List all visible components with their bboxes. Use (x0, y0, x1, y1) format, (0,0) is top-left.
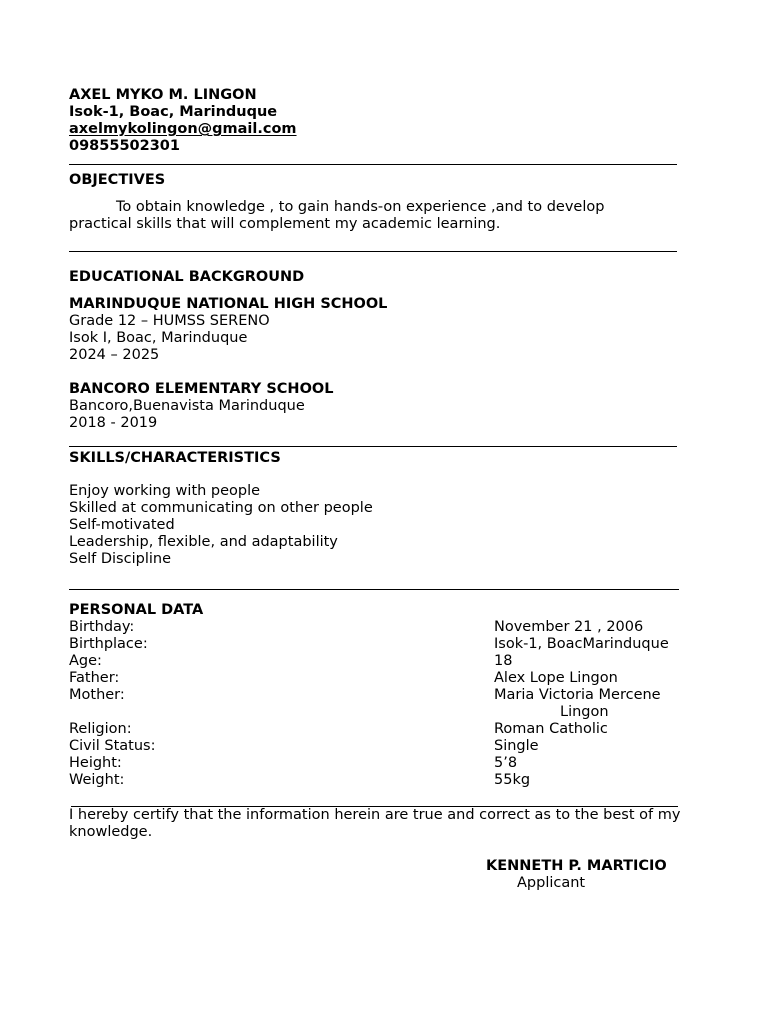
applicant-address: Isok-1, Boac, Marinduque (69, 104, 278, 120)
divider-skills (69, 589, 679, 590)
skill-item: Self Discipline (69, 551, 171, 567)
personal-value-birthday: November 21 , 2006 (494, 619, 644, 635)
personal-label-birthday: Birthday: (69, 619, 135, 635)
objectives-line-1: To obtain knowledge , to gain hands-on experience ,and to develop (116, 199, 605, 215)
personal-value-religion: Roman Catholic (494, 721, 608, 737)
personal-label-religion: Religion: (69, 721, 132, 737)
school-detail: Grade 12 – HUMSS SERENO (69, 313, 270, 329)
divider-objectives (69, 251, 677, 252)
school-name: BANCORO ELEMENTARY SCHOOL (69, 381, 334, 397)
personal-label-weight: Weight: (69, 772, 125, 788)
personal-value-birthplace: Isok-1, BoacMarinduque (494, 636, 669, 652)
skill-item: Self-motivated (69, 517, 175, 533)
personal-data-heading: PERSONAL DATA (69, 602, 204, 618)
personal-label-birthplace: Birthplace: (69, 636, 148, 652)
skill-item: Skilled at communicating on other people (69, 500, 373, 516)
education-heading: EDUCATIONAL BACKGROUND (69, 269, 305, 285)
certification-text: I hereby certify that the information herein are true and correct as to the best of my knowledge. (69, 807, 681, 840)
divider-education (69, 446, 677, 447)
personal-value-civil-status: Single (494, 738, 539, 754)
divider-header (69, 164, 677, 165)
applicant-phone: 09855502301 (69, 138, 180, 154)
applicant-name: AXEL MYKO M. LINGON (69, 87, 257, 103)
skill-item: Enjoy working with people (69, 483, 261, 499)
school-name: MARINDUQUE NATIONAL HIGH SCHOOL (69, 296, 388, 312)
school-years: 2024 – 2025 (69, 347, 160, 363)
personal-value-weight: 55kg (494, 772, 531, 788)
signature-role: Applicant (517, 875, 586, 891)
objectives-heading: OBJECTIVES (69, 172, 166, 188)
personal-label-age: Age: (69, 653, 102, 669)
school-years: 2018 - 2019 (69, 415, 158, 431)
school-detail: Bancoro,Buenavista Marinduque (69, 398, 305, 414)
personal-value-mother: Maria Victoria Mercene (494, 687, 661, 703)
applicant-email[interactable]: axelmykolingon@gmail.com (69, 121, 297, 137)
skill-item: Leadership, flexible, and adaptability (69, 534, 338, 550)
personal-value-height: 5’8 (494, 755, 518, 771)
personal-label-civil-status: Civil Status: (69, 738, 156, 754)
personal-value-mother-continued: Lingon (560, 704, 609, 720)
personal-label-father: Father: (69, 670, 120, 686)
school-detail: Isok I, Boac, Marinduque (69, 330, 248, 346)
objectives-line-2: practical skills that will complement my academic learning. (69, 216, 501, 232)
signature-name: KENNETH P. MARTICIO (486, 858, 667, 874)
personal-label-height: Height: (69, 755, 122, 771)
personal-value-father: Alex Lope Lingon (494, 670, 618, 686)
personal-label-mother: Mother: (69, 687, 125, 703)
personal-value-age: 18 (494, 653, 513, 669)
skills-heading: SKILLS/CHARACTERISTICS (69, 450, 281, 466)
